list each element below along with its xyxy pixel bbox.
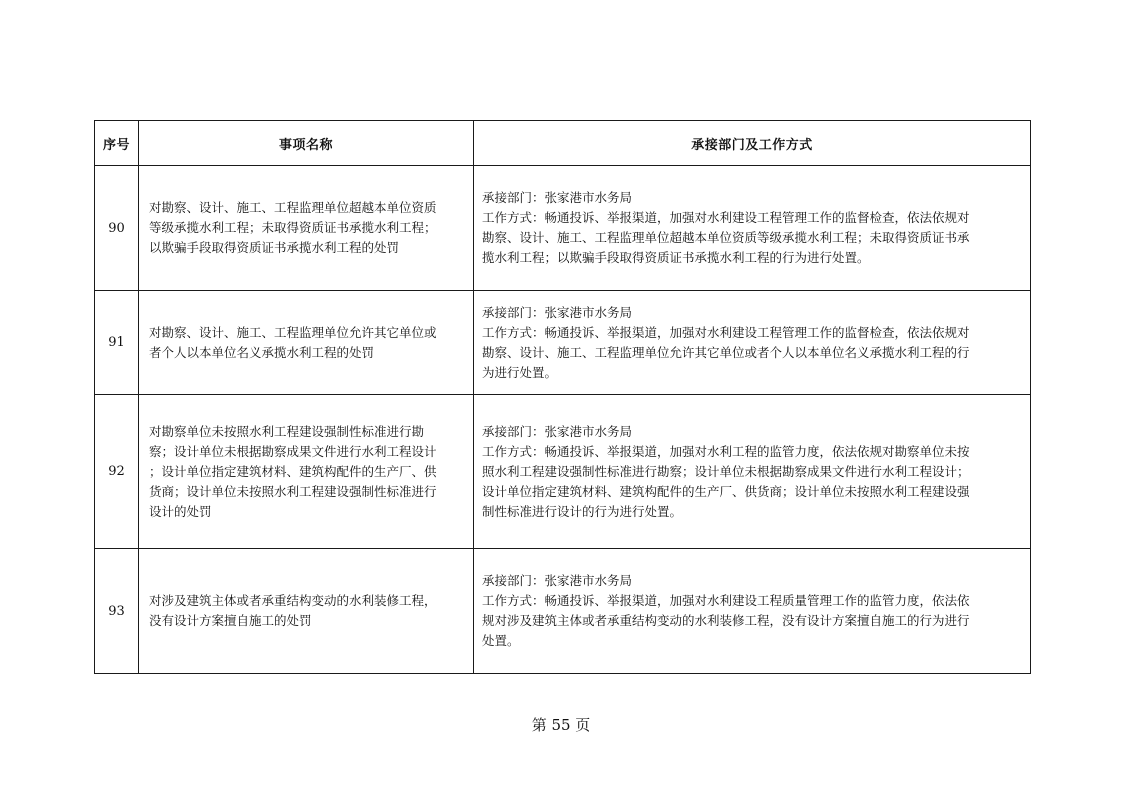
matter-name-line: 设计的处罚 bbox=[149, 503, 212, 519]
row-serial-number: 92 bbox=[95, 395, 139, 549]
row-serial-number: 90 bbox=[95, 166, 139, 291]
matters-table bbox=[94, 120, 1031, 674]
row-serial-number: 91 bbox=[95, 291, 139, 395]
matter-name-line: 等级承揽水利工程；未取得资质证书承揽水利工程； bbox=[149, 220, 437, 235]
table-header-row bbox=[95, 121, 1031, 166]
method-line: 为进行处置。 bbox=[482, 364, 558, 380]
department-line: 承接部门：张家港市水务局 bbox=[482, 573, 633, 588]
header-matter-name: 事项名称 bbox=[139, 121, 474, 166]
matter-name-line: 者个人以本单位名义承揽水利工程的处罚 bbox=[149, 344, 375, 360]
row-department-and-method bbox=[474, 291, 1031, 395]
table-row bbox=[95, 291, 1031, 395]
department-line: 承接部门：张家港市水务局 bbox=[482, 304, 633, 320]
method-line: 勘察、设计、施工、工程监理单位超越本单位资质等级承揽水利工程；未取得资质证书承 bbox=[482, 230, 970, 245]
method-line: 工作方式：畅通投诉、举报渠道，加强对水利建设工程质量管理工作的监管力度，依法依 bbox=[482, 593, 970, 608]
method-line: 揽水利工程；以欺骗手段取得资质证书承揽水利工程的行为进行处置。 bbox=[482, 250, 870, 265]
matter-name-line: 对勘察单位未按照水利工程建设强制性标准进行勘 bbox=[149, 423, 425, 439]
matter-name-line: 以欺骗手段取得资质证书承揽水利工程的处罚 bbox=[149, 240, 400, 255]
method-line: 工作方式：畅通投诉、举报渠道，加强对水利建设工程管理工作的监督检查，依法依规对 bbox=[482, 210, 970, 225]
method-line: 制性标准进行设计的行为进行处置。 bbox=[482, 503, 683, 519]
matter-name-line: 对勘察、设计、施工、工程监理单位超越本单位资质 bbox=[149, 200, 437, 215]
method-line: 规对涉及建筑主体或者承重结构变动的水利装修工程，没有设计方案擅自施工的行为进行 bbox=[482, 613, 970, 628]
row-department-and-method bbox=[474, 395, 1031, 549]
method-line: 照水利工程建设强制性标准进行勘察；设计单位未根据勘察成果文件进行水利工程设计； bbox=[482, 463, 970, 479]
matter-name-line: 对勘察、设计、施工、工程监理单位允许其它单位或 bbox=[149, 324, 437, 340]
row-department-and-method bbox=[474, 166, 1031, 291]
matter-name-line: 货商；设计单位未按照水利工程建设强制性标准进行 bbox=[149, 483, 437, 499]
header-serial-number: 序号 bbox=[95, 121, 139, 166]
page-number: 第 55 页 bbox=[531, 716, 591, 734]
row-matter-name bbox=[139, 166, 474, 291]
method-line: 勘察、设计、施工、工程监理单位允许其它单位或者个人以本单位名义承揽水利工程的行 bbox=[482, 344, 970, 360]
method-line: 设计单位指定建筑材料、建筑构配件的生产厂、供货商；设计单位未按照水利工程建设强 bbox=[482, 483, 970, 499]
matter-name-line: 没有设计方案擅自施工的处罚 bbox=[149, 613, 312, 628]
department-line: 承接部门：张家港市水务局 bbox=[482, 423, 633, 439]
row-matter-name bbox=[139, 395, 474, 549]
row-matter-name bbox=[139, 549, 474, 674]
row-serial-number: 93 bbox=[95, 549, 139, 674]
matter-name-line: 对涉及建筑主体或者承重结构变动的水利装修工程， bbox=[149, 593, 437, 608]
header-department-and-method: 承接部门及工作方式 bbox=[474, 121, 1031, 166]
table-row bbox=[95, 166, 1031, 291]
department-line: 承接部门：张家港市水务局 bbox=[482, 190, 633, 205]
method-line: 工作方式：畅通投诉、举报渠道，加强对水利建设工程管理工作的监督检查，依法依规对 bbox=[482, 324, 970, 340]
table-row bbox=[95, 395, 1031, 549]
row-department-and-method bbox=[474, 549, 1031, 674]
method-line: 处置。 bbox=[482, 633, 520, 648]
method-line: 工作方式：畅通投诉、举报渠道，加强对水利工程的监管力度，依法依规对勘察单位未按 bbox=[482, 443, 970, 459]
table-row bbox=[95, 549, 1031, 674]
row-matter-name bbox=[139, 291, 474, 395]
matter-name-line: 察；设计单位未根据勘察成果文件进行水利工程设计 bbox=[149, 443, 437, 459]
matter-name-line: ；设计单位指定建筑材料、建筑构配件的生产厂、供 bbox=[149, 463, 437, 479]
